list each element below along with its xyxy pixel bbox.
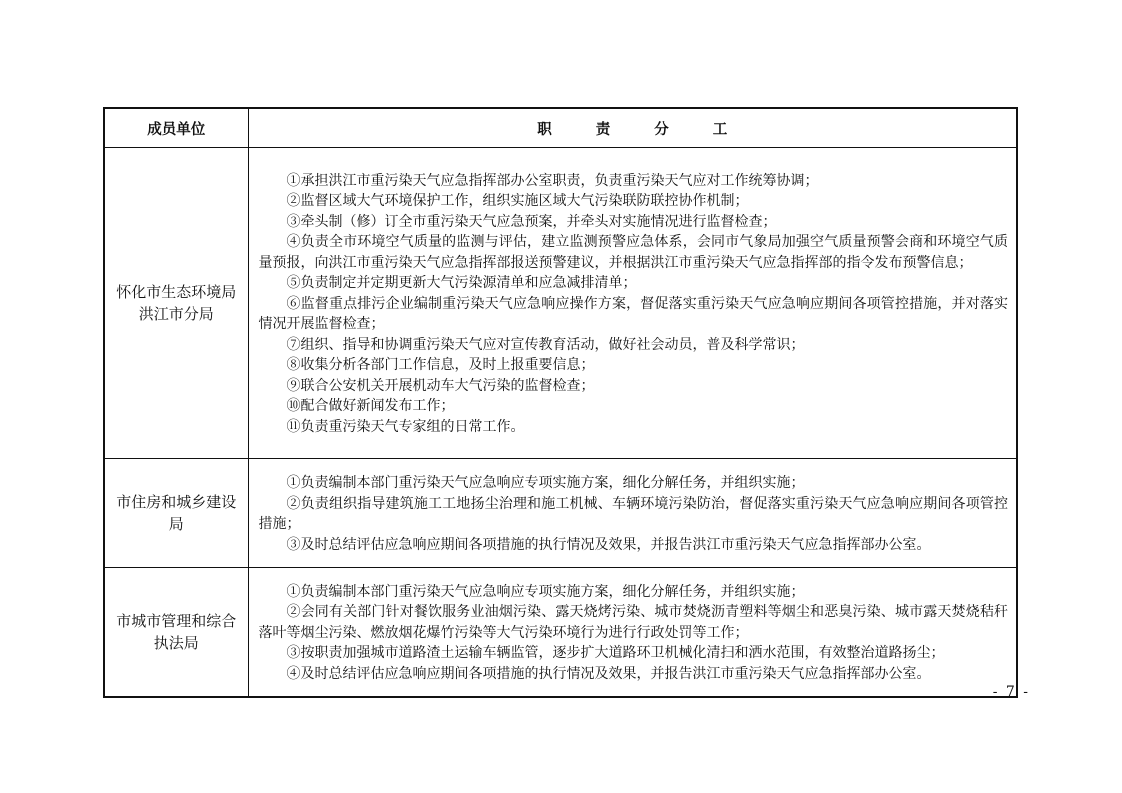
- duty-item: ⑤负责制定并定期更新大气污染源清单和应急减排清单；: [286, 275, 637, 292]
- header-duty-division: [248, 108, 1017, 148]
- unit-name-line: 市城市管理和综合: [116, 612, 237, 630]
- header-char: 职: [537, 121, 552, 138]
- duty-item: ④及时总结评估应急响应期间各项措施的执行情况及效果，并报告洪江市重污染天气应急指挥部办公室。: [286, 665, 931, 682]
- duty-cell: [248, 568, 1017, 698]
- header-char: 工: [712, 121, 728, 138]
- member-unit-cell: [104, 459, 248, 568]
- unit-name-line: 怀化市生态环境局: [116, 283, 237, 301]
- header-char: 责: [595, 121, 611, 138]
- table-row: [104, 148, 1017, 459]
- duty-item: ⑧收集分析各部门工作信息，及时上报重要信息；: [286, 357, 595, 374]
- header-char: 分: [654, 121, 669, 138]
- duty-cell: [248, 459, 1017, 568]
- duty-item: ③牵头制（修）订全市重污染天气应急预案，并牵头对实施情况进行监督检查；: [286, 213, 777, 230]
- header-member-unit: 成员单位: [104, 108, 248, 148]
- duty-item: ⑦组织、指导和协调重污染天气应对宣传教育活动，做好社会动员，普及科学常识；: [286, 336, 805, 353]
- member-unit-cell: [104, 568, 248, 698]
- duty-item: ⑩配合做好新闻发布工作；: [286, 398, 455, 415]
- unit-name-line: 洪江市分局: [138, 305, 214, 323]
- duty-item: ⑪负责重污染天气专家组的日常工作。: [286, 418, 525, 435]
- page-number: - 7 -: [992, 684, 1030, 700]
- unit-name-line: 执法局: [153, 634, 199, 652]
- duty-item: ④负责全市环境空气质量的监测与评估，建立监测预警应急体系，会同市气象局加强空气质量预警会商和环境空气质量预报，向洪江市重污染天气应急指挥部报送预警建议，并根据洪江市重污染天气应急指挥部的指令发布预警信息；: [258, 234, 1008, 271]
- duty-table: [103, 107, 1018, 698]
- duty-item: ⑥监督重点排污企业编制重污染天气应急响应操作方案，督促落实重污染天气应急响应期间各项管控措施，并对落实情况开展监督检查；: [258, 295, 1008, 333]
- duty-item: ②负责组织指导建筑施工工地扬尘治理和施工机械、车辆环境污染防治，督促落实重污染天气应急响应期间各项管控措施；: [258, 495, 1008, 532]
- table-row: [104, 568, 1017, 698]
- duty-cell: [248, 148, 1017, 459]
- duty-item: ③按职责加强城市道路渣土运输车辆监管，逐步扩大道路环卫机械化清扫和洒水范围，有效整治道路扬尘；: [286, 645, 945, 662]
- unit-name-line: 市住房和城乡建设局: [116, 493, 237, 533]
- duty-item: ①承担洪江市重污染天气应急指挥部办公室职责，负责重污染天气应对工作统筹协调；: [286, 172, 819, 189]
- table-header-row: [104, 108, 1017, 148]
- table-row: [104, 459, 1017, 568]
- member-unit-cell: [104, 148, 248, 459]
- duty-item: ⑨联合公安机关开展机动车大气污染的监督检查；: [286, 377, 595, 394]
- duty-item: ①负责编制本部门重污染天气应急响应专项实施方案，细化分解任务，并组织实施；: [286, 475, 805, 491]
- duty-item: ②会同有关部门针对餐饮服务业油烟污染、露天烧烤污染、城市焚烧沥青塑料等烟尘和恶臭污染、城市露天焚烧秸秆落叶等烟尘污染、燃放烟花爆竹污染等大气污染环境行为进行行政处罚等工作；: [258, 604, 1008, 641]
- duty-item: ②监督区域大气环境保护工作，组织实施区域大气污染联防联控协作机制；: [286, 193, 749, 210]
- duty-item: ③及时总结评估应急响应期间各项措施的执行情况及效果，并报告洪江市重污染天气应急指挥部办公室。: [286, 536, 931, 553]
- duty-item: ①负责编制本部门重污染天气应急响应专项实施方案，细化分解任务，并组织实施；: [286, 583, 805, 600]
